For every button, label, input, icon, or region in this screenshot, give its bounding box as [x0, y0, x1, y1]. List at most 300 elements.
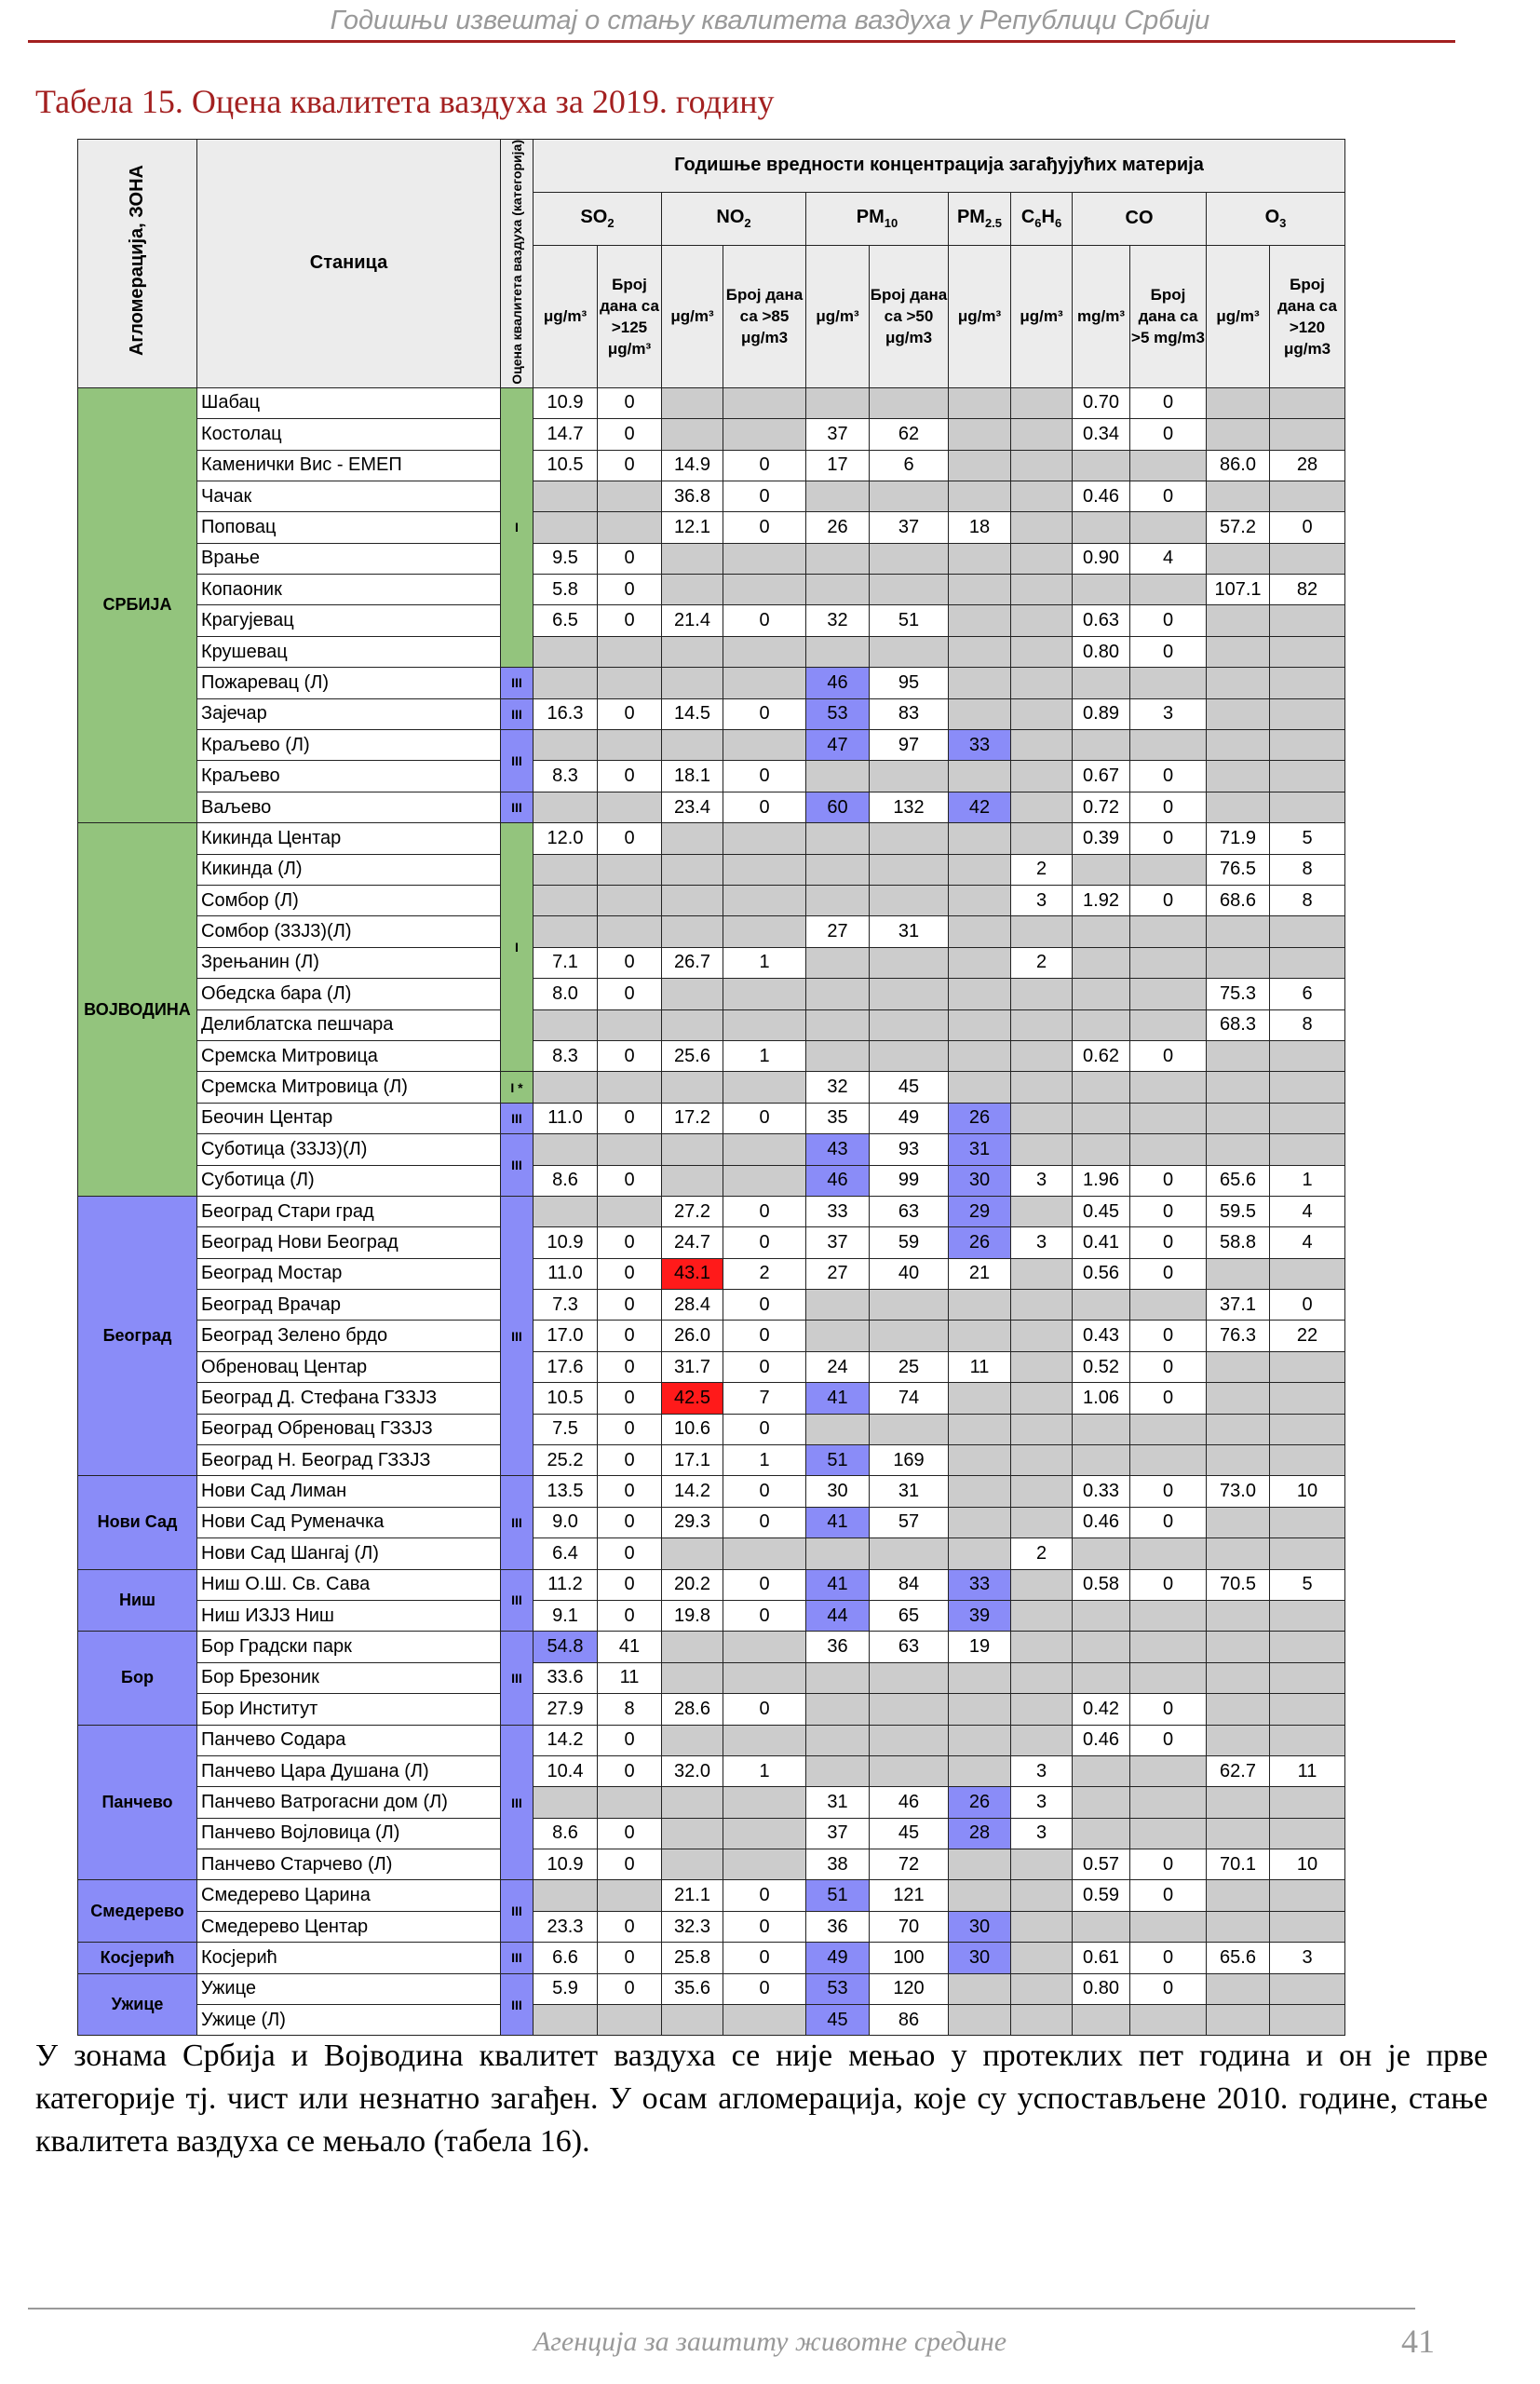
value-cell: 38	[806, 1849, 870, 1880]
station-cell: Београд Н. Београд ГЗЗЈЗ	[197, 1445, 501, 1476]
value-cell: 0	[598, 1476, 662, 1507]
value-cell	[1073, 1290, 1130, 1321]
value-cell	[949, 481, 1011, 511]
value-cell	[870, 1538, 949, 1569]
value-cell: 0	[598, 543, 662, 574]
value-cell	[1207, 1103, 1270, 1133]
value-cell: 40	[870, 1258, 949, 1289]
value-cell	[723, 1165, 806, 1196]
value-cell	[723, 1725, 806, 1755]
value-cell	[1011, 450, 1073, 481]
value-cell: 37	[806, 1818, 870, 1849]
value-cell: 0	[1130, 636, 1207, 667]
value-cell	[1011, 481, 1073, 511]
value-cell: 169	[870, 1445, 949, 1476]
value-cell	[1011, 1943, 1073, 1973]
value-cell: 0	[1130, 1227, 1207, 1258]
zone-header: Агломерација, ЗОНА	[78, 140, 197, 388]
category-cell: III	[501, 1725, 534, 1880]
value-cell: 0	[1130, 387, 1207, 418]
station-cell: Панчево Содара	[197, 1725, 501, 1755]
value-cell: 0.72	[1073, 792, 1130, 822]
table-row	[78, 1009, 1345, 1040]
value-cell	[1073, 512, 1130, 543]
value-cell	[870, 481, 949, 511]
value-cell: 54.8	[534, 1632, 598, 1662]
value-cell: 11	[1270, 1755, 1345, 1786]
value-cell: 0	[598, 1103, 662, 1133]
value-cell	[723, 543, 806, 574]
value-cell: 37	[806, 1227, 870, 1258]
value-cell: 43.1	[662, 1258, 723, 1289]
value-cell: 121	[870, 1880, 949, 1911]
station-cell: Смедерево Центар	[197, 1911, 501, 1942]
value-cell: 0	[598, 1849, 662, 1880]
value-cell	[949, 1694, 1011, 1725]
value-cell	[1270, 947, 1345, 978]
value-cell	[1011, 698, 1073, 729]
value-cell	[1011, 1569, 1073, 1600]
table-row	[78, 2005, 1345, 2036]
station-cell: Ниш О.Ш. Св. Сава	[197, 1569, 501, 1600]
station-cell: Београд Мостар	[197, 1258, 501, 1289]
value-cell: 0	[598, 1445, 662, 1476]
value-cell	[1270, 1351, 1345, 1382]
value-cell: 11	[598, 1662, 662, 1693]
category-cell: III	[501, 1134, 534, 1197]
station-cell: Београд Нови Београд	[197, 1227, 501, 1258]
value-cell	[1073, 1414, 1130, 1444]
value-cell	[1130, 1755, 1207, 1786]
value-cell	[662, 1134, 723, 1165]
value-cell	[723, 854, 806, 885]
unit-header: μg/m³	[806, 245, 870, 387]
table-row	[78, 854, 1345, 885]
value-cell	[1207, 761, 1270, 792]
value-cell: 30	[949, 1943, 1011, 1973]
table-row	[78, 543, 1345, 574]
table-row	[78, 1755, 1345, 1786]
value-cell	[1073, 1072, 1130, 1103]
value-cell	[949, 450, 1011, 481]
value-cell	[1270, 668, 1345, 698]
value-cell: 10.6	[662, 1414, 723, 1444]
value-cell	[1130, 1414, 1207, 1444]
value-cell: 0.42	[1073, 1694, 1130, 1725]
value-cell	[662, 1818, 723, 1849]
value-cell: 58.8	[1207, 1227, 1270, 1258]
value-cell	[806, 387, 870, 418]
category-cell: III	[501, 1476, 534, 1569]
value-cell: 0	[598, 1351, 662, 1382]
value-cell	[1073, 1445, 1130, 1476]
value-cell	[1011, 1445, 1073, 1476]
value-cell: 0	[598, 575, 662, 605]
value-cell: 25.6	[662, 1040, 723, 1071]
value-cell	[1011, 1321, 1073, 1351]
table-row	[78, 605, 1345, 636]
value-cell: 31	[870, 1476, 949, 1507]
value-cell	[1207, 1973, 1270, 2004]
value-cell: 6	[1270, 979, 1345, 1009]
category-cell: III	[501, 1103, 534, 1133]
value-cell: 2	[1011, 854, 1073, 885]
table-row	[78, 450, 1345, 481]
value-cell: 0.80	[1073, 636, 1130, 667]
value-cell	[662, 387, 723, 418]
station-header: Станица	[197, 140, 501, 388]
value-cell: 0	[723, 605, 806, 636]
value-cell	[1011, 605, 1073, 636]
value-cell: 53	[806, 698, 870, 729]
value-cell	[1011, 543, 1073, 574]
value-cell	[1011, 1040, 1073, 1071]
value-cell: 26	[949, 1103, 1011, 1133]
value-cell: 10.5	[534, 450, 598, 481]
value-cell: 70.5	[1207, 1569, 1270, 1600]
value-cell: 21.1	[662, 1880, 723, 1911]
value-cell: 86.0	[1207, 450, 1270, 481]
value-cell: 30	[949, 1165, 1011, 1196]
value-cell: 36	[806, 1911, 870, 1942]
value-cell	[1207, 1632, 1270, 1662]
value-cell	[662, 1849, 723, 1880]
value-cell	[1270, 481, 1345, 511]
value-cell: 14.7	[534, 419, 598, 450]
value-cell	[598, 916, 662, 947]
value-cell: 0.58	[1073, 1569, 1130, 1600]
zone-cell: Нови Сад	[78, 1476, 197, 1569]
value-cell: 5.9	[534, 1973, 598, 2004]
unit-header: mg/m³	[1073, 245, 1130, 387]
category-cell: III	[501, 668, 534, 698]
value-cell: 70	[870, 1911, 949, 1942]
value-cell	[1073, 947, 1130, 978]
station-cell: Делиблатска пешчара	[197, 1009, 501, 1040]
value-cell: 0	[1270, 512, 1345, 543]
value-cell	[1073, 1103, 1130, 1133]
value-cell	[723, 575, 806, 605]
value-cell: 0	[723, 1880, 806, 1911]
value-cell: 3	[1130, 698, 1207, 729]
value-cell: 4	[1270, 1196, 1345, 1226]
table-caption: Табела 15. Оцена квалитета ваздуха за 2019. годину	[35, 83, 775, 120]
value-cell	[870, 823, 949, 854]
table-row	[78, 1290, 1345, 1321]
value-cell: 32.0	[662, 1755, 723, 1786]
value-cell: 6.4	[534, 1538, 598, 1569]
value-cell: 28.4	[662, 1290, 723, 1321]
value-cell: 8	[598, 1694, 662, 1725]
value-cell	[1270, 1040, 1345, 1071]
value-cell: 0.62	[1073, 1040, 1130, 1071]
value-cell	[806, 1414, 870, 1444]
value-cell: 11.0	[534, 1258, 598, 1289]
value-cell	[949, 1476, 1011, 1507]
station-cell: Бор Градски парк	[197, 1632, 501, 1662]
value-cell	[806, 543, 870, 574]
value-cell	[1073, 854, 1130, 885]
value-cell	[598, 1072, 662, 1103]
value-cell	[949, 761, 1011, 792]
station-cell: Ужице	[197, 1973, 501, 2004]
station-cell: Кикинда Центар	[197, 823, 501, 854]
value-cell	[662, 1538, 723, 1569]
value-cell	[1011, 419, 1073, 450]
value-cell	[1073, 575, 1130, 605]
value-cell: 0	[598, 1507, 662, 1537]
table-row	[78, 916, 1345, 947]
value-cell: 32	[806, 1072, 870, 1103]
value-cell	[1011, 792, 1073, 822]
station-cell: Нови Сад Руменачка	[197, 1507, 501, 1537]
value-cell: 8	[1270, 854, 1345, 885]
unit-header: Број дана са >50 μg/m3	[870, 245, 949, 387]
value-cell: 0	[1130, 1880, 1207, 1911]
value-cell	[598, 636, 662, 667]
value-cell	[806, 1009, 870, 1040]
value-cell	[598, 1787, 662, 1818]
value-cell: 17.6	[534, 1351, 598, 1382]
value-cell	[662, 823, 723, 854]
value-cell: 1	[723, 1040, 806, 1071]
value-cell	[949, 543, 1011, 574]
table-row	[78, 387, 1345, 418]
value-cell	[534, 2005, 598, 2036]
value-cell	[1130, 979, 1207, 1009]
value-cell	[1270, 1973, 1345, 2004]
value-cell: 84	[870, 1569, 949, 1600]
station-cell: Бор Институт	[197, 1694, 501, 1725]
station-cell: Пожаревац (Л)	[197, 668, 501, 698]
value-cell	[806, 885, 870, 915]
table-row	[78, 1725, 1345, 1755]
value-cell: 10.9	[534, 1849, 598, 1880]
value-cell: 0	[723, 481, 806, 511]
station-cell: Нови Сад Шангај (Л)	[197, 1538, 501, 1569]
table-row	[78, 512, 1345, 543]
value-cell	[723, 419, 806, 450]
value-cell: 18.1	[662, 761, 723, 792]
value-cell: 0	[598, 1755, 662, 1786]
value-cell: 62	[870, 419, 949, 450]
value-cell: 33.6	[534, 1662, 598, 1693]
value-cell	[1073, 1134, 1130, 1165]
value-cell: 21.4	[662, 605, 723, 636]
value-cell	[1130, 1662, 1207, 1693]
value-cell	[949, 419, 1011, 450]
value-cell	[534, 1072, 598, 1103]
value-cell	[1270, 1600, 1345, 1631]
value-cell	[1011, 1911, 1073, 1942]
value-cell	[870, 636, 949, 667]
value-cell: 5	[1270, 1569, 1345, 1600]
value-cell: 37	[806, 419, 870, 450]
table-row	[78, 481, 1345, 511]
zone-cell: Ужице	[78, 1973, 197, 2036]
category-cell: III	[501, 1880, 534, 1943]
category-cell: III	[501, 1973, 534, 2036]
value-cell	[723, 1134, 806, 1165]
value-cell	[949, 947, 1011, 978]
value-cell	[1270, 761, 1345, 792]
value-cell	[1130, 668, 1207, 698]
value-cell: 0	[723, 792, 806, 822]
table-row	[78, 947, 1345, 978]
value-cell: 0	[723, 1290, 806, 1321]
value-cell: 0	[598, 1943, 662, 1973]
value-cell: 17.2	[662, 1103, 723, 1133]
value-cell	[1130, 2005, 1207, 2036]
value-cell: 75.3	[1207, 979, 1270, 1009]
unit-header: μg/m³	[662, 245, 723, 387]
unit-header: Број дана са >120 μg/m3	[1270, 245, 1345, 387]
value-cell	[1270, 698, 1345, 729]
value-cell	[662, 575, 723, 605]
value-cell: 0	[598, 1725, 662, 1755]
value-cell	[870, 543, 949, 574]
value-cell	[662, 730, 723, 761]
station-cell: Крушевац	[197, 636, 501, 667]
pollutant-header: $C_6H_6$	[1011, 192, 1073, 245]
value-cell	[1011, 1476, 1073, 1507]
value-cell: 0.39	[1073, 823, 1130, 854]
value-cell	[1011, 2005, 1073, 2036]
value-cell: 26	[949, 1787, 1011, 1818]
value-cell: 11.0	[534, 1103, 598, 1133]
table-row	[78, 730, 1345, 761]
value-cell	[1270, 1694, 1345, 1725]
value-cell: 0	[723, 698, 806, 729]
station-cell: Панчево Цара Душана (Л)	[197, 1755, 501, 1786]
value-cell: 9.0	[534, 1507, 598, 1537]
value-cell: 27.9	[534, 1694, 598, 1725]
value-cell	[1130, 1538, 1207, 1569]
value-cell	[1011, 1600, 1073, 1631]
value-cell	[662, 2005, 723, 2036]
value-cell	[1130, 916, 1207, 947]
station-cell: Врање	[197, 543, 501, 574]
value-cell: 120	[870, 1973, 949, 2004]
value-cell: 0	[598, 1258, 662, 1289]
value-cell: 39	[949, 1600, 1011, 1631]
value-cell: 0	[723, 1476, 806, 1507]
value-cell	[1073, 1911, 1130, 1942]
value-cell: 24.7	[662, 1227, 723, 1258]
value-cell	[949, 1040, 1011, 1071]
value-cell	[1073, 1600, 1130, 1631]
value-cell	[1270, 1383, 1345, 1414]
value-cell	[1011, 1258, 1073, 1289]
value-cell: 8.6	[534, 1165, 598, 1196]
zone-cell: СРБИЈА	[78, 387, 197, 822]
value-cell	[806, 575, 870, 605]
unit-header: μg/m³	[1011, 245, 1073, 387]
station-cell: Обедска бара (Л)	[197, 979, 501, 1009]
value-cell: 22	[1270, 1321, 1345, 1351]
value-cell	[870, 575, 949, 605]
value-cell	[534, 854, 598, 885]
value-cell	[1207, 1040, 1270, 1071]
value-cell: 0	[598, 1290, 662, 1321]
value-cell: 0.41	[1073, 1227, 1130, 1258]
header-rule	[28, 40, 1455, 43]
value-cell: 3	[1011, 1755, 1073, 1786]
station-cell: Ужице (Л)	[197, 2005, 501, 2036]
value-cell	[534, 481, 598, 511]
value-cell	[662, 419, 723, 450]
value-cell: 3	[1011, 1787, 1073, 1818]
value-cell	[806, 1321, 870, 1351]
value-cell: 41	[806, 1507, 870, 1537]
station-cell: Сомбор (33J3)(Л)	[197, 916, 501, 947]
value-cell	[662, 1662, 723, 1693]
value-cell: 0	[723, 761, 806, 792]
value-cell: 10.9	[534, 1227, 598, 1258]
table-row	[78, 1165, 1345, 1196]
page-number: 41	[1401, 2323, 1435, 2360]
value-cell	[949, 1290, 1011, 1321]
value-cell: 0.80	[1073, 1973, 1130, 2004]
value-cell: 0	[1130, 761, 1207, 792]
category-cell: III	[501, 1943, 534, 1973]
table-row	[78, 1351, 1345, 1382]
value-cell	[1270, 730, 1345, 761]
table-row	[78, 1632, 1345, 1662]
value-cell: 0	[723, 512, 806, 543]
station-cell: Косјерић	[197, 1943, 501, 1973]
value-cell	[1073, 668, 1130, 698]
value-cell	[1130, 1632, 1207, 1662]
value-cell: 0.46	[1073, 1507, 1130, 1537]
value-cell	[662, 885, 723, 915]
value-cell	[806, 481, 870, 511]
value-cell: 0	[723, 1569, 806, 1600]
station-cell: Копаоник	[197, 575, 501, 605]
value-cell	[1011, 1351, 1073, 1382]
value-cell	[1207, 1880, 1270, 1911]
value-cell: 71.9	[1207, 823, 1270, 854]
value-cell: 36	[806, 1632, 870, 1662]
value-cell: 24	[806, 1351, 870, 1382]
table-row	[78, 885, 1345, 915]
unit-header: Број дана са >5 mg/m3	[1130, 245, 1207, 387]
value-cell	[723, 387, 806, 418]
value-cell	[1270, 1507, 1345, 1537]
value-cell: 4	[1130, 543, 1207, 574]
category-cell: I	[501, 387, 534, 668]
value-cell: 0	[598, 947, 662, 978]
value-cell: 25.8	[662, 1943, 723, 1973]
station-cell: Сремска Митровица	[197, 1040, 501, 1071]
value-cell	[949, 387, 1011, 418]
value-cell	[723, 1662, 806, 1693]
value-cell	[1207, 2005, 1270, 2036]
value-cell: 0.57	[1073, 1849, 1130, 1880]
value-cell	[1270, 1880, 1345, 1911]
value-cell: 16.3	[534, 698, 598, 729]
station-cell: Ваљево	[197, 792, 501, 822]
value-cell: 2	[723, 1258, 806, 1289]
value-cell: 26	[806, 512, 870, 543]
value-cell: 0.43	[1073, 1321, 1130, 1351]
value-cell: 0	[723, 1911, 806, 1942]
value-cell: 49	[870, 1103, 949, 1133]
value-cell: 12.1	[662, 512, 723, 543]
value-cell: 45	[870, 1072, 949, 1103]
value-cell	[949, 1725, 1011, 1755]
value-cell: 17.1	[662, 1445, 723, 1476]
